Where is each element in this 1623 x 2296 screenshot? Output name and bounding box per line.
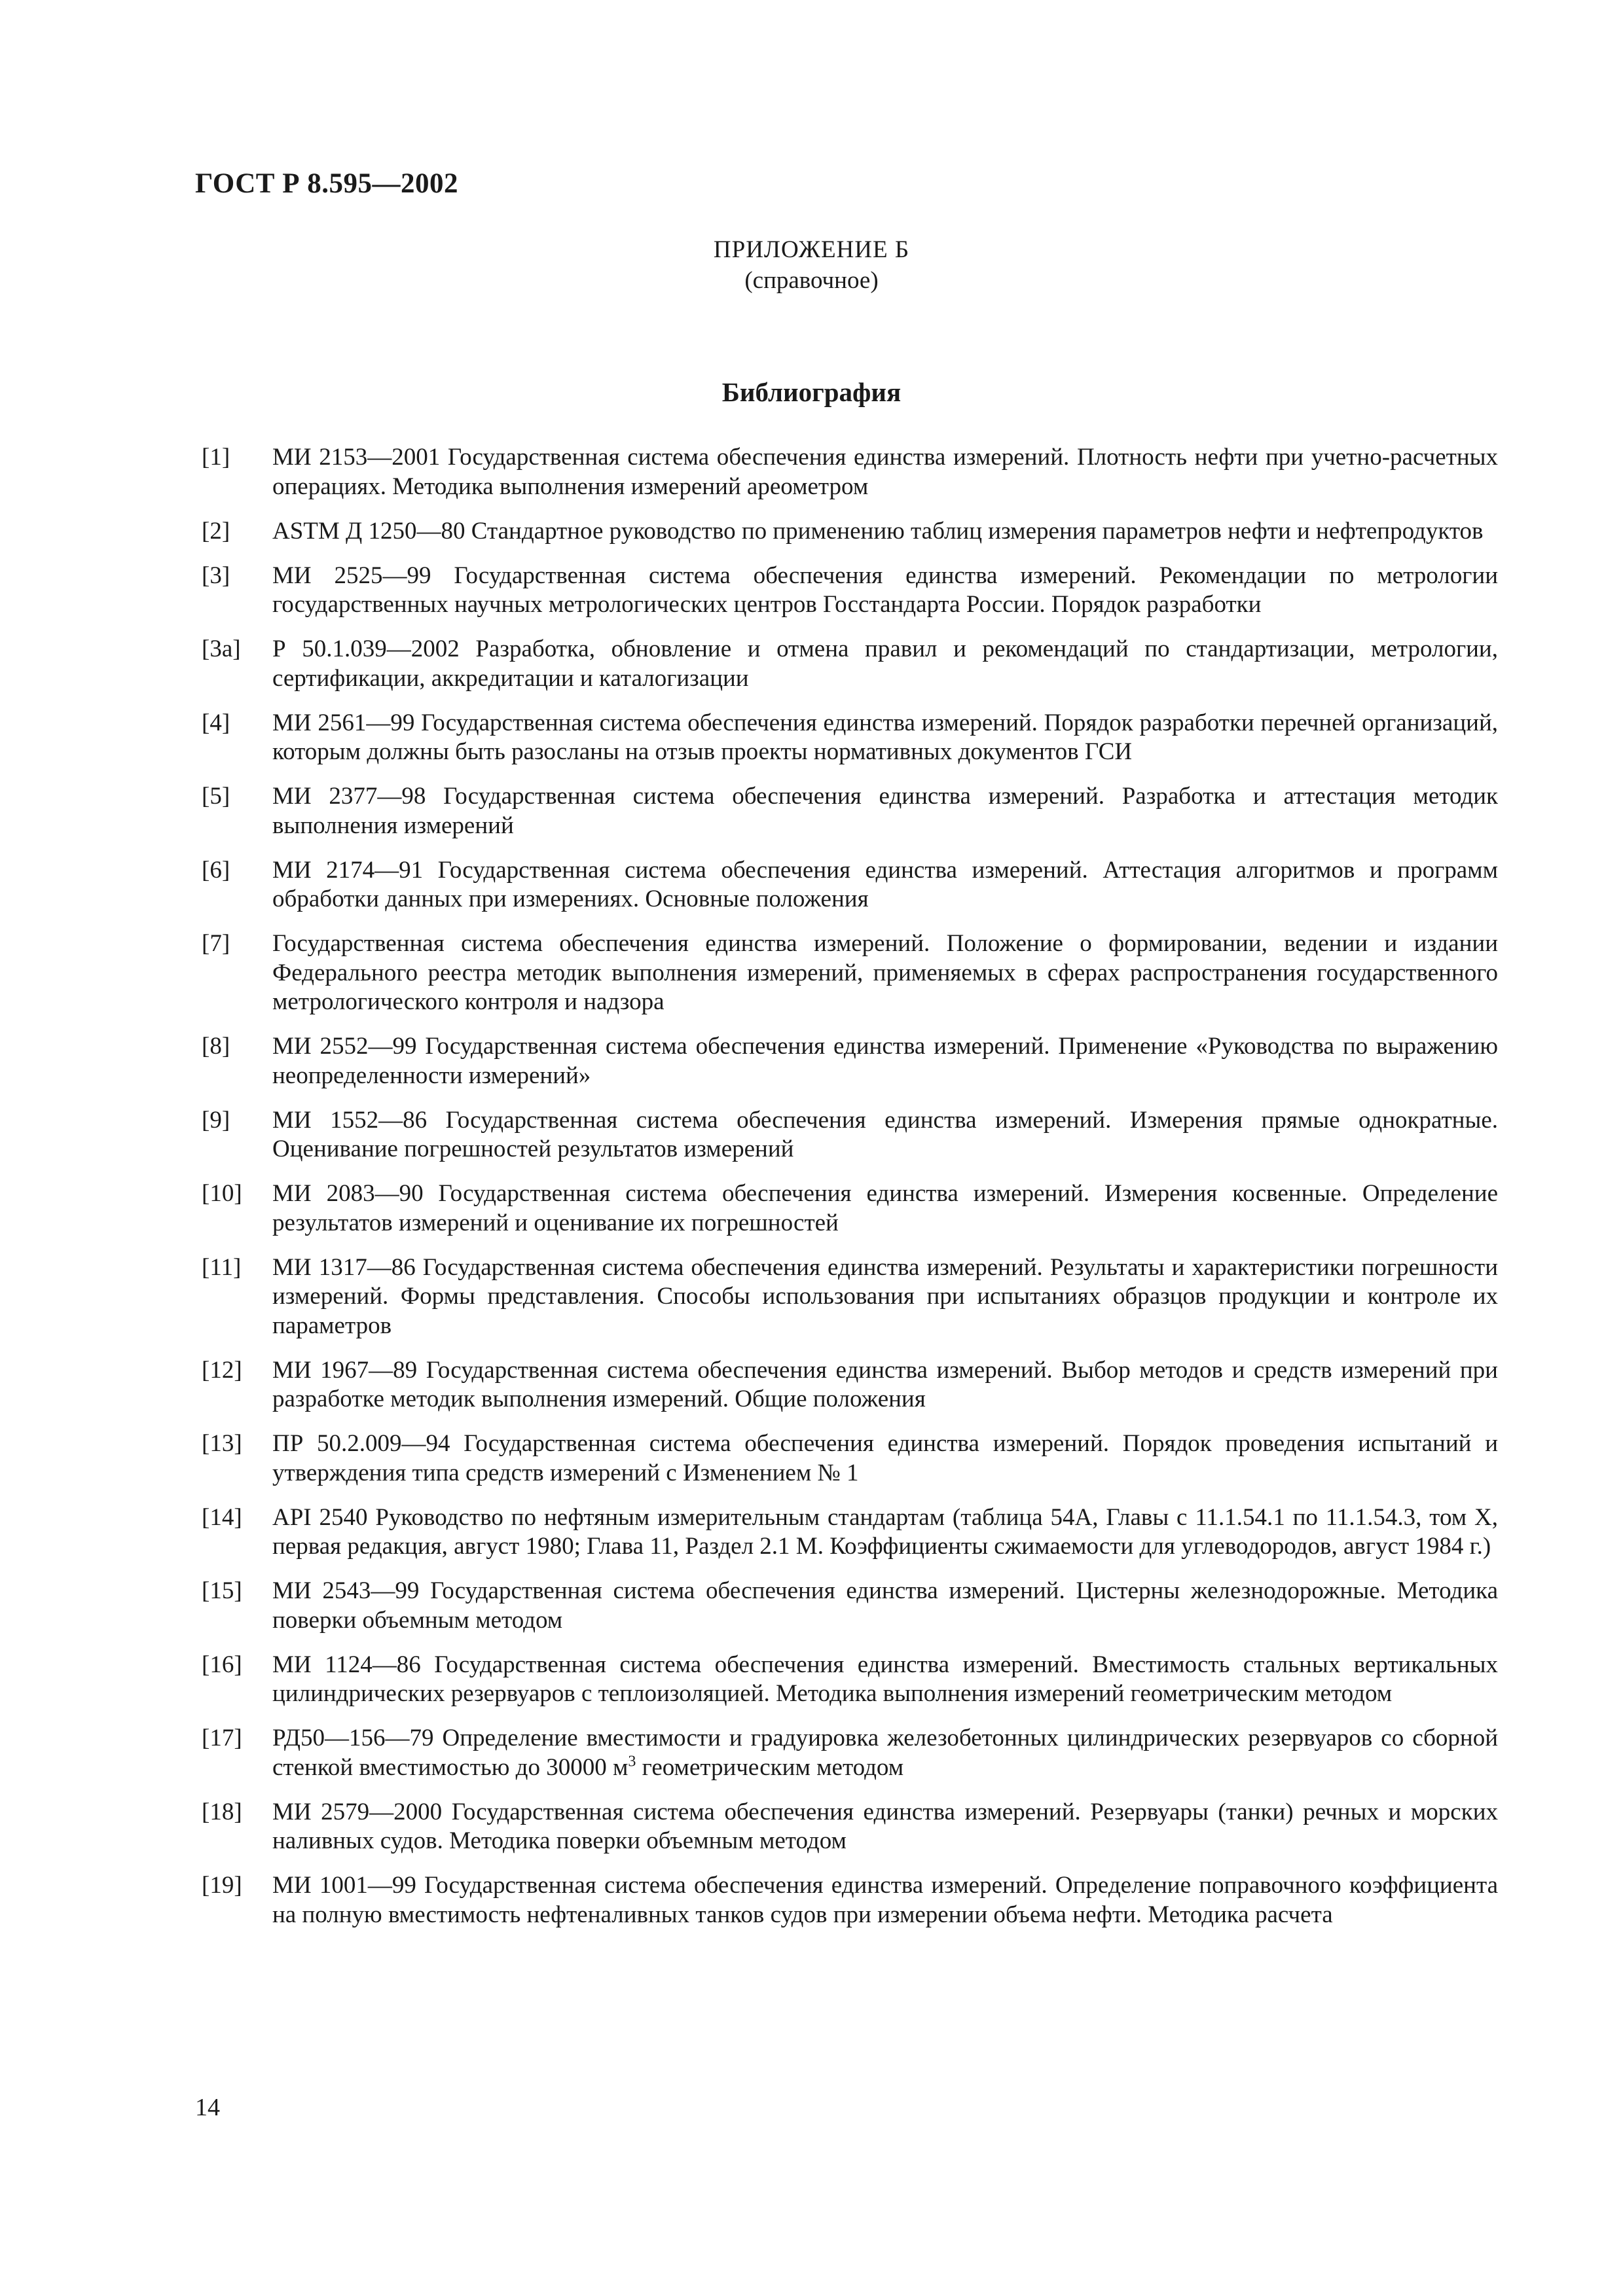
ref-text: МИ 2552—99 Государственная система обеспечения единства измерений. Применение «Руководства по выражению неопределенности измерений» — [272, 1033, 1498, 1089]
bibliography-item — [202, 1724, 1498, 1782]
bibliography-item — [202, 562, 1498, 620]
ref-text: МИ 1317—86 Государственная система обеспечения единства измерений. Результаты и характеристики погрешности измерений. Формы представления. Способы использования при испытаниях образцов продукции и контроле их параметров — [272, 1253, 1498, 1339]
bibliography-item — [202, 1429, 1498, 1488]
ref-number: [19] — [202, 1872, 242, 1899]
bibliography-item — [202, 709, 1498, 767]
ref-number: [10] — [202, 1180, 242, 1207]
appendix-title: ПРИЛОЖЕНИЕ Б — [713, 236, 910, 263]
ref-number: [13] — [202, 1430, 242, 1457]
ref-text-tail: геометрическим методом — [636, 1753, 904, 1781]
document-code: ГОСТ Р 8.595—2002 — [195, 168, 459, 199]
ref-text: API 2540 Руководство по нефтяным измерительным стандартам (таблица 54А, Главы с 11.1.54.1 по 11.1.54.3, том X, первая редакция, август 1980; Глава 11, Раздел 2.1 М. Коэффициенты сжимаемости для углеводородов, август 1984 г.) — [272, 1503, 1498, 1560]
ref-text: МИ 2525—99 Государственная система обеспечения единства измерений. Рекомендации по метрологии государственных научных метрологических центров Госстандарта России. Порядок разработки — [272, 562, 1498, 618]
ref-number: [17] — [202, 1725, 242, 1751]
bibliography-item — [202, 1871, 1498, 1929]
ref-number: [12] — [202, 1356, 242, 1384]
ref-text: ASTM Д 1250—80 Стандартное руководство по применению таблиц измерения параметров нефти и нефтепродуктов — [272, 517, 1484, 545]
bibliography-item — [202, 1179, 1498, 1238]
bibliography-item — [202, 1032, 1498, 1090]
ref-text: МИ 1124—86 Государственная система обеспечения единства измерений. Вместимость стальных вертикальных цилиндрических резервуаров с теплоизоляцией. Методика выполнения измерений геометрическим методом — [272, 1651, 1498, 1707]
bibliography-item — [202, 443, 1498, 501]
ref-number: [18] — [202, 1798, 242, 1825]
ref-number: [9] — [202, 1106, 230, 1134]
ref-number: [16] — [202, 1651, 242, 1678]
ref-number: [2] — [202, 517, 230, 545]
ref-superscript: 3 — [628, 1753, 636, 1770]
bibliography-item — [202, 1577, 1498, 1635]
ref-text: МИ 1552—86 Государственная система обеспечения единства измерений. Измерения прямые однократные. Оценивание погрешностей результатов измерений — [272, 1106, 1498, 1162]
bibliography-item — [202, 929, 1498, 1017]
ref-number: [5] — [202, 783, 230, 810]
ref-number: [11] — [202, 1253, 242, 1281]
ref-text — [272, 1724, 1498, 1782]
ref-text: МИ 1967—89 Государственная система обеспечения единства измерений. Выбор методов и средств измерений при разработке методик выполнения измерений. Общие положения — [272, 1356, 1498, 1412]
bibliography-item — [202, 1651, 1498, 1709]
ref-text: МИ 2543—99 Государственная система обеспечения единства измерений. Цистерны железнодорожные. Методика поверки объемным методом — [272, 1577, 1498, 1634]
ref-text-main: РД50—156—79 Определение вместимости и градуировка железобетонных цилиндрических резервуаров со сборной стенкой вместимостью до 30000 м — [272, 1725, 1498, 1781]
ref-number: [1] — [202, 444, 230, 471]
ref-text: МИ 2153—2001 Государственная система обеспечения единства измерений. Плотность нефти при учетно-расчетных операциях. Методика выполнения измерений ареометром — [272, 444, 1498, 500]
bibliography-item — [202, 1356, 1498, 1414]
bibliography-item — [202, 635, 1498, 693]
ref-number: [3] — [202, 562, 230, 589]
bibliography-item — [202, 856, 1498, 914]
ref-text: Р 50.1.039—2002 Разработка, обновление и отмена правил и рекомендаций по стандартизации, метрологии, сертификации, аккредитации и каталогизации — [272, 636, 1498, 692]
appendix-heading — [0, 234, 1623, 296]
ref-text: МИ 2377—98 Государственная система обеспечения единства измерений. Разработка и аттестация методик выполнения измерений — [272, 783, 1498, 839]
ref-text: ПР 50.2.009—94 Государственная система обеспечения единства измерений. Порядок проведения испытаний и утверждения типа средств измерений с Изменением № 1 — [272, 1430, 1498, 1486]
ref-text: МИ 2561—99 Государственная система обеспечения единства измерений. Порядок разработки перечней организаций, которым должны быть разосланы на отзыв проекты нормативных документов ГСИ — [272, 709, 1498, 765]
section-title: Библиография — [721, 377, 902, 407]
ref-text: МИ 1001—99 Государственная система обеспечения единства измерений. Определение поправочного коэффициента на полную вместимость нефтеналивных танков судов при измерении объема нефти. Методика расчета — [272, 1872, 1498, 1928]
bibliography-item — [202, 1106, 1498, 1164]
bibliography-item — [202, 782, 1498, 840]
ref-number: [7] — [202, 930, 230, 957]
page-number: 14 — [195, 2094, 220, 2121]
bibliography-item — [202, 1798, 1498, 1856]
ref-number: [15] — [202, 1577, 242, 1604]
ref-number: [3а] — [202, 636, 241, 662]
ref-text: МИ 2174—91 Государственная система обеспечения единства измерений. Аттестация алгоритмов и программ обработки данных при измерениях. Основные положения — [272, 856, 1498, 912]
ref-text: МИ 2579—2000 Государственная система обеспечения единства измерений. Резервуары (танки) речных и морских наливных судов. Методика поверки объемным методом — [272, 1798, 1498, 1854]
bibliography-item — [202, 1503, 1498, 1562]
ref-number: [14] — [202, 1503, 242, 1531]
bibliography-list — [202, 443, 1498, 1945]
ref-text: МИ 2083—90 Государственная система обеспечения единства измерений. Измерения косвенные. Определение результатов измерений и оценивание их погрешностей — [272, 1180, 1498, 1236]
bibliography-item — [202, 1253, 1498, 1341]
ref-number: [6] — [202, 856, 230, 884]
appendix-subtitle: (справочное) — [744, 267, 879, 294]
ref-number: [4] — [202, 709, 230, 736]
bibliography-item — [202, 517, 1498, 547]
ref-number: [8] — [202, 1033, 230, 1060]
ref-text: Государственная система обеспечения единства измерений. Положение о формировании, ведении и издании Федерального реестра методик выполнения измерений, применяемых в сферах распространения государственного метрологического контроля и надзора — [272, 930, 1498, 1015]
